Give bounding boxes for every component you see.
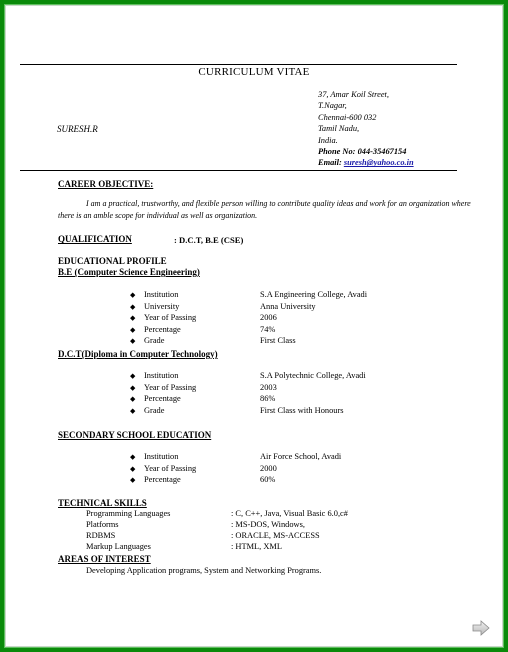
secondary-heading: SECONDARY SCHOOL EDUCATION	[58, 430, 212, 440]
detail-value: 60%	[260, 475, 276, 484]
detail-label: Percentage	[144, 394, 181, 403]
detail-label: Year of Passing	[144, 382, 197, 392]
phone-line	[318, 146, 414, 157]
detail-label: Institution	[144, 290, 179, 299]
detail-label: Percentage	[144, 324, 181, 334]
bullet-icon: ◆	[130, 291, 136, 299]
bullet-icon: ◆	[130, 395, 136, 403]
detail-label: Grade	[144, 336, 165, 345]
phone-number: 044-35467154	[357, 147, 407, 157]
bullet-icon: ◆	[130, 314, 136, 322]
detail-value: : C, C++, Java, Visual Basic 6.0,c#	[231, 509, 348, 518]
career-objective-heading: CAREER OBJECTIVE:	[58, 179, 154, 189]
bullet-icon: ◆	[130, 476, 136, 484]
detail-label: Year of Passing	[144, 463, 197, 473]
bullet-icon: ◆	[130, 406, 136, 415]
technical-skills-heading: TECHNICAL SKILLS	[58, 498, 147, 508]
bullet-icon: ◆	[130, 383, 136, 392]
detail-value: 74%	[260, 324, 276, 334]
areas-of-interest-text: Developing Application programs, System and Networking Programs.	[86, 566, 322, 575]
detail-label: Programming Languages	[86, 509, 171, 518]
detail-value: First Class	[260, 336, 296, 345]
detail-value: S.A Engineering College, Avadi	[260, 290, 368, 299]
bullet-icon: ◆	[130, 325, 136, 334]
detail-value: 86%	[260, 394, 276, 403]
qualification-value: : D.C.T, B.E (CSE)	[174, 235, 244, 245]
address-line: Chennai-600 032	[318, 112, 377, 122]
next-arrow-icon[interactable]	[472, 620, 490, 641]
detail-label: Platforms	[86, 520, 119, 529]
detail-value: First Class with Honours	[260, 405, 344, 415]
top-rule	[20, 64, 457, 65]
detail-label: Year of Passing	[144, 313, 197, 322]
detail-value: 2003	[260, 382, 277, 392]
email-line	[318, 157, 414, 168]
phone-label: Phone No:	[318, 147, 356, 157]
candidate-name: SURESH.R	[57, 124, 98, 134]
be-heading: B.E (Computer Science Engineering)	[58, 267, 200, 277]
bullet-icon: ◆	[130, 464, 136, 473]
detail-label: RDBMS	[86, 531, 116, 540]
bullet-icon: ◆	[130, 302, 136, 311]
address-line: T.Nagar,	[318, 101, 347, 111]
email-label: Email:	[318, 158, 342, 168]
detail-label: Markup Languages	[86, 542, 151, 551]
detail-label: Percentage	[144, 475, 181, 484]
address-line: 37, Amar Koil Street,	[318, 90, 389, 99]
bullet-icon: ◆	[130, 337, 136, 345]
bullet-icon: ◆	[130, 372, 136, 380]
detail-value: 2006	[260, 313, 277, 322]
detail-value: Anna University	[260, 301, 316, 311]
detail-label: University	[144, 301, 180, 311]
detail-value: Air Force School, Avadi	[260, 452, 342, 461]
career-objective-text: I am a practical, trustworthy, and flexible person willing to contribute quality ideas and work for an organization where there is an amble scope for individual as well as organization.	[58, 199, 471, 220]
address-line: India.	[318, 135, 338, 145]
address-block	[318, 89, 414, 169]
detail-label: Institution	[144, 371, 179, 380]
email-link[interactable]: suresh@yahoo.co.in	[343, 158, 414, 168]
detail-value: : ORACLE, MS-ACCESS	[231, 531, 320, 540]
detail-label: Grade	[144, 405, 165, 415]
page-title: CURRICULUM VITAE	[198, 66, 310, 78]
address-line: Tamil Nadu,	[318, 124, 360, 134]
dct-heading: D.C.T(Diploma in Computer Technology)	[58, 349, 218, 359]
detail-value: : HTML, XML	[231, 542, 282, 551]
areas-of-interest-heading: AREAS OF INTEREST	[58, 554, 151, 564]
detail-value: : MS-DOS, Windows,	[231, 520, 305, 529]
detail-label: Institution	[144, 452, 179, 461]
header-rule	[20, 170, 457, 171]
educational-profile-heading: EDUCATIONAL PROFILE	[58, 256, 167, 266]
bullet-icon: ◆	[130, 453, 136, 461]
detail-value: S.A Polytechnic College, Avadi	[260, 371, 366, 380]
detail-value: 2000	[260, 463, 277, 473]
qualification-heading: QUALIFICATION	[58, 234, 132, 244]
